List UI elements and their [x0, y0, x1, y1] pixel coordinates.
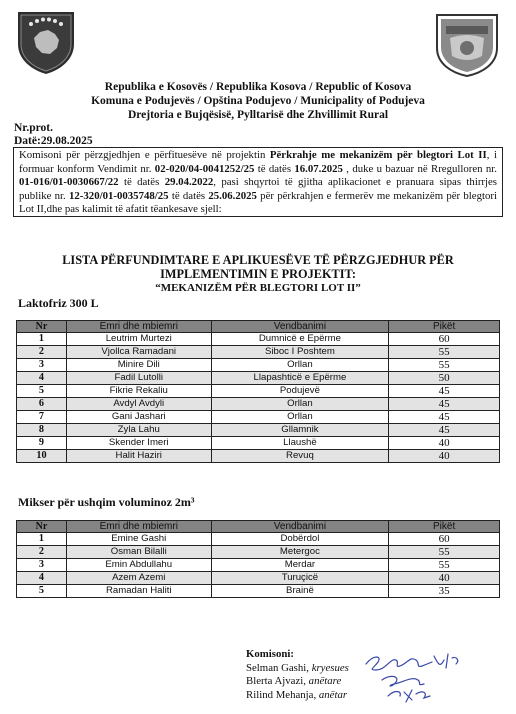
table-row [17, 546, 500, 559]
cell-place: Siboc I Poshtem [211, 346, 389, 359]
intro-text: për përkrahjen e fermerëv me mekanizëm për blegtori Lot II,dhe pas kalimit të afatit tëankesave sjell: [19, 189, 497, 216]
cell-place: Gllamnik [211, 424, 389, 437]
title-line-1: LISTA PËRFUNDIMTARE E APLIKUESËVE TË PËRZGJEDHUR PËR [62, 253, 454, 267]
cell-name: Emin Abdullahu [66, 559, 211, 572]
intro-text: të datës [168, 189, 209, 202]
cell-points: 45 [389, 411, 500, 424]
cell-place: Merdar [211, 559, 389, 572]
cell-place: Orllan [211, 411, 389, 424]
kosovo-emblem [14, 10, 78, 76]
member-role: kryesues [311, 661, 349, 674]
column-header-nr: Nr [17, 321, 67, 333]
cell-points: 50 [389, 372, 500, 385]
cell-name: Azem Azemi [66, 572, 211, 585]
table-row [17, 411, 500, 424]
intro-text: , pasi shqyrtoi të gjitha aplikacionet e pranuara sipas thirrjes publike nr. [19, 176, 497, 202]
section-label-mikser: Mikser për ushqim voluminoz 2m³ [18, 495, 195, 509]
column-header-name: Emri dhe mbiemri [66, 321, 211, 333]
cell-nr: 7 [17, 411, 67, 424]
cell-nr: 2 [17, 546, 67, 559]
call-number: 12-320/01-0035748/25 [69, 189, 169, 202]
cell-nr: 4 [17, 572, 67, 585]
call-date: 25.06.2025 [208, 189, 257, 202]
decision-date: 16.07.2025 [294, 162, 343, 175]
cell-nr: 3 [17, 559, 67, 572]
cell-place: Podujevë [211, 385, 389, 398]
cell-name: Vjollca Ramadani [66, 346, 211, 359]
committee-member [246, 689, 349, 703]
cell-place: Dumnicë e Epërme [211, 333, 389, 346]
table-row [17, 359, 500, 372]
cell-points: 35 [389, 585, 500, 598]
cell-nr: 4 [17, 372, 67, 385]
table-row [17, 385, 500, 398]
cell-points: 40 [389, 572, 500, 585]
cell-nr: 10 [17, 450, 67, 463]
regulation-date: 29.04.2022 [164, 176, 214, 189]
cell-name: Emine Gashi [66, 533, 211, 546]
municipality-emblem [434, 12, 500, 78]
cell-name: Halit Haziri [66, 450, 211, 463]
table-row [17, 572, 500, 585]
committee-heading: Komisoni: [246, 648, 294, 660]
cell-place: Llaushë [211, 437, 389, 450]
cell-place: Metergoc [211, 546, 389, 559]
protocol-date: Datë:29.08.2025 [14, 134, 93, 147]
intro-text: , i formuar konform Vendimit nr. [19, 149, 497, 175]
column-header-place: Vendbanimi [211, 321, 389, 333]
title-line-3: “MEKANIZËM PËR BLEGTORI LOT II” [155, 282, 361, 294]
cell-points: 45 [389, 398, 500, 411]
cell-points: 40 [389, 437, 500, 450]
table-row [17, 437, 500, 450]
intro-paragraph [13, 147, 503, 217]
cell-place: Turuçicë [211, 572, 389, 585]
table-row [17, 346, 500, 359]
table-row [17, 372, 500, 385]
cell-place: Brainë [211, 585, 389, 598]
member-name: Blerta Ajvazi, [246, 675, 309, 687]
cell-name: Fikrie Rekaliu [66, 385, 211, 398]
cell-name: Gani Jashari [66, 411, 211, 424]
cell-place: Orllan [211, 398, 389, 411]
beneficiaries-table-mikser [16, 520, 500, 598]
section-label-laktofriz: Laktofriz 300 L [18, 296, 99, 310]
cell-name: Fadil Lutolli [66, 372, 211, 385]
cell-name: Leutrim Murtezi [66, 333, 211, 346]
committee-member [246, 675, 349, 689]
table-row [17, 333, 500, 346]
committee-member [246, 662, 349, 676]
cell-points: 60 [389, 333, 500, 346]
header-line-municipality: Komuna e Podujevës / Opština Podujevo / Municipality of Podujeva [91, 95, 425, 107]
member-role: anëtar [318, 688, 348, 701]
cell-points: 45 [389, 424, 500, 437]
intro-text: të datës [118, 176, 165, 189]
regulation-number: 01-016/01-0030667/22 [19, 176, 119, 189]
cell-nr: 5 [17, 585, 67, 598]
table-header-row [17, 321, 500, 333]
title-line-2: IMPLEMENTIMIN E PROJEKTIT: [160, 267, 356, 281]
handwritten-signatures [360, 650, 470, 706]
cell-place: Llapashticë e Epërme [211, 372, 389, 385]
cell-points: 45 [389, 385, 500, 398]
list-title [0, 253, 516, 295]
cell-name: Zyla Lahu [66, 424, 211, 437]
cell-nr: 1 [17, 533, 67, 546]
cell-nr: 3 [17, 359, 67, 372]
table-row [17, 450, 500, 463]
cell-points: 40 [389, 450, 500, 463]
document-header [0, 80, 516, 122]
cell-place: Orllan [211, 359, 389, 372]
project-name: Përkrahje me mekanizëm për blegtori Lot II [269, 149, 487, 161]
decision-number: 02-020/04-0041252/25 [154, 162, 255, 175]
table-header-row [17, 521, 500, 533]
committee-block [246, 648, 349, 702]
protocol-number: Nr.prot. [14, 122, 53, 134]
intro-text: të datës [254, 162, 295, 175]
cell-place: Revuq [211, 450, 389, 463]
cell-place: Dobërdol [211, 533, 389, 546]
cell-name: Avdyl Avdyli [66, 398, 211, 411]
header-line-republic: Republika e Kosovës / Republika Kosova / Republic of Kosova [104, 81, 412, 93]
table-row [17, 533, 500, 546]
member-name: Selman Gashi, [246, 661, 312, 674]
table-row [17, 585, 500, 598]
protocol-block [14, 122, 93, 147]
cell-points: 60 [389, 533, 500, 546]
cell-points: 55 [389, 346, 500, 359]
cell-name: Minire Dili [66, 359, 211, 372]
cell-name: Ramadan Haliti [66, 585, 211, 598]
cell-name: Skender Imeri [66, 437, 211, 450]
column-header-nr: Nr [17, 521, 67, 533]
header-line-directorate: Drejtoria e Bujqësisë, Pylltarisë dhe Zhvillimit Rural [127, 109, 389, 121]
member-role: anëtare [308, 675, 342, 687]
cell-nr: 5 [17, 385, 67, 398]
cell-points: 55 [389, 546, 500, 559]
intro-text: Komisoni për përzgjedhjen e përfituesëve në projektin [19, 149, 270, 161]
beneficiaries-table-laktofriz [16, 320, 500, 463]
table-row [17, 424, 500, 437]
cell-nr: 6 [17, 398, 67, 411]
cell-nr: 9 [17, 437, 67, 450]
table-row [17, 559, 500, 572]
column-header-points: Pikët [389, 521, 500, 533]
cell-name: Osman Bilalli [66, 546, 211, 559]
cell-points: 55 [389, 359, 500, 372]
cell-points: 55 [389, 559, 500, 572]
cell-nr: 8 [17, 424, 67, 437]
cell-nr: 2 [17, 346, 67, 359]
member-name: Rilind Mehanja, [246, 688, 319, 701]
intro-text: , duke u bazuar në Rregulloren nr. [342, 162, 498, 175]
table-row [17, 398, 500, 411]
column-header-points: Pikët [389, 321, 500, 333]
column-header-place: Vendbanimi [211, 521, 389, 533]
column-header-name: Emri dhe mbiemri [66, 521, 211, 533]
cell-nr: 1 [17, 333, 67, 346]
